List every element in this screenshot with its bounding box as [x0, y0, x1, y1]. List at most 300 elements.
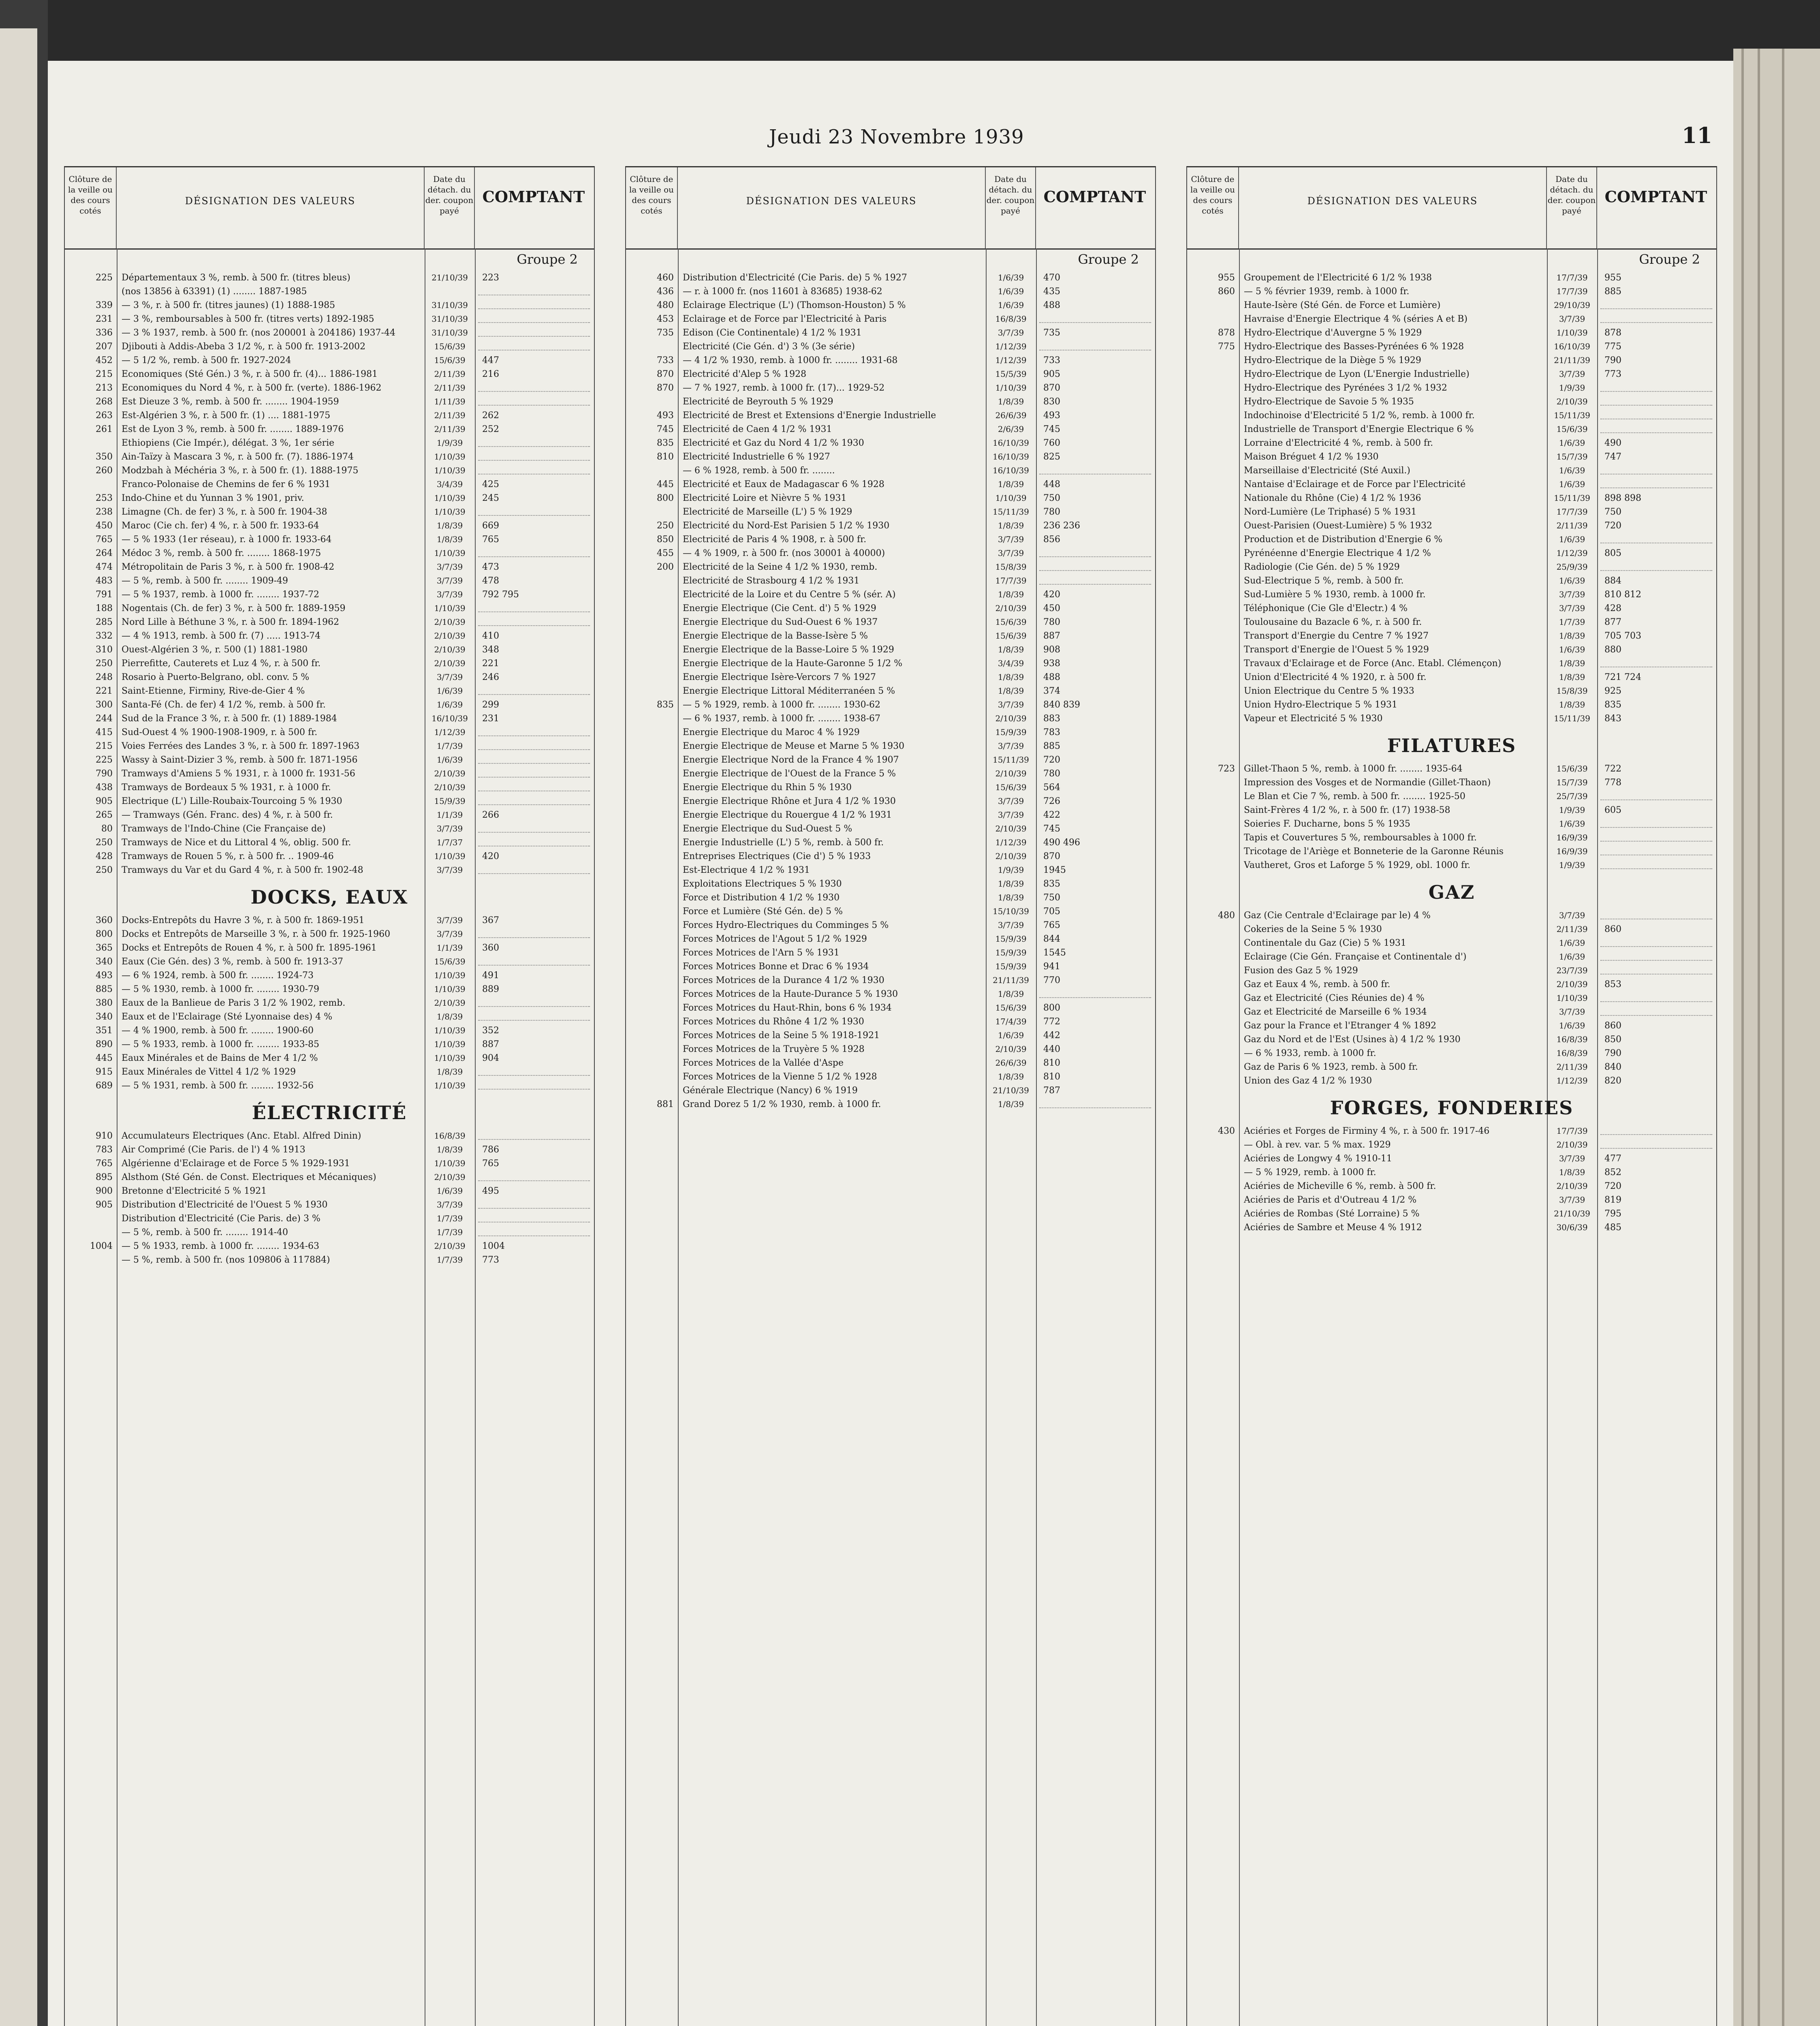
page-date: Jeudi 23 Novembre 1939: [769, 126, 1024, 148]
closing-price: 332: [96, 631, 113, 641]
leader-dots: [1039, 1107, 1151, 1108]
listing-row: [626, 314, 1155, 328]
comptant-price: 772: [1043, 1017, 1060, 1027]
listing-row: [626, 879, 1155, 893]
closing-price: 221: [96, 686, 113, 696]
leader-dots: [1600, 974, 1712, 975]
closing-price: 885: [96, 984, 113, 994]
coupon-date: 17/4/39: [995, 1017, 1027, 1026]
listing-row: [65, 957, 594, 970]
comptant-price: 870: [1043, 383, 1060, 393]
security-designation: Transport d'Energie de l'Ouest 5 % 1929: [1244, 645, 1429, 655]
closing-price: 955: [1218, 273, 1235, 283]
security-designation: Union d'Electricité 4 % 1920, r. à 500 fr.: [1244, 672, 1427, 682]
coupon-date: 15/6/39: [995, 631, 1027, 641]
closing-price: 445: [96, 1053, 113, 1063]
security-designation: Saint-Frères 4 1/2 %, r. à 500 fr. (17) 1938-58: [1244, 805, 1450, 815]
listing-row: [626, 1017, 1155, 1030]
coupon-date: 1/12/39: [995, 838, 1027, 847]
security-designation: Impression des Vosges et de Normandie (Gillet-Thaon): [1244, 778, 1491, 788]
listing-row: [65, 328, 594, 342]
coupon-date: 2/10/39: [995, 769, 1027, 778]
groupe-label: Groupe 2: [517, 252, 578, 267]
newspaper-page: [48, 61, 1733, 2026]
coupon-date: 31/10/39: [432, 328, 468, 338]
comptant-price: 810: [1043, 1058, 1060, 1068]
closing-price: 775: [1218, 342, 1235, 352]
leader-dots: [478, 336, 590, 337]
security-designation: Eaux Minérales et de Bains de Mer 4 1/2 %: [122, 1053, 318, 1063]
coupon-date: 3/7/39: [1559, 910, 1585, 920]
leader-dots: [478, 735, 590, 736]
closing-price: 360: [96, 915, 113, 925]
comptant-price: 850: [1604, 1034, 1621, 1045]
comptant-price: 473: [482, 562, 499, 572]
designation-header: DÉSIGNATION DES VALEURS: [678, 167, 986, 248]
listing-row: [65, 590, 594, 603]
listing-row: [65, 943, 594, 957]
security-designation: Aciéries et Forges de Firminy 4 %, r. à 500 fr. 1917-46: [1244, 1126, 1490, 1136]
listing-row: [1187, 1007, 1716, 1021]
security-designation: Production et de Distribution d'Energie 6 %: [1244, 534, 1443, 545]
leader-dots: [1600, 1148, 1712, 1149]
listing-row: [1187, 833, 1716, 846]
comptant-price: 840: [1604, 1062, 1621, 1072]
listing-row: [1187, 700, 1716, 714]
comptant-price: 422: [1043, 810, 1060, 820]
listing-row: [1187, 686, 1716, 700]
security-designation: Force et Distribution 4 1/2 % 1930: [683, 893, 840, 903]
coupon-date: 3/4/39: [998, 658, 1024, 668]
comptant-price: 835: [1604, 700, 1621, 710]
listing-row: [65, 424, 594, 438]
listing-row: [626, 355, 1155, 369]
listing-row: [1187, 791, 1716, 805]
comptant-price: 820: [1604, 1076, 1621, 1086]
listing-rows: [65, 273, 594, 2026]
leader-dots: [478, 1020, 590, 1021]
coupon-date: 16/8/39: [995, 314, 1027, 324]
closing-price: 225: [96, 273, 113, 283]
coupon-date: 3/7/39: [998, 741, 1024, 751]
comptant-price: 783: [1043, 727, 1060, 737]
coupon-date: 1/10/39: [995, 493, 1027, 503]
security-designation: Nogentais (Ch. de fer) 3 %, r. à 500 fr. 1889-1959: [122, 603, 346, 613]
coupon-date: 1/8/39: [1559, 631, 1585, 641]
coupon-date: 2/10/39: [995, 824, 1027, 833]
comptant-price: 262: [482, 410, 499, 421]
closing-price: 380: [96, 998, 113, 1008]
closing-price: 250: [96, 865, 113, 875]
security-designation: Eaux (Cie Gén. des) 3 %, remb. à 500 fr. 1913-37: [122, 957, 344, 967]
security-designation: Santa-Fé (Ch. de fer) 4 1/2 %, remb. à 500 fr.: [122, 700, 326, 710]
comptant-price: 733: [1043, 355, 1060, 365]
coupon-date: 3/7/39: [436, 672, 463, 682]
comptant-price: 605: [1604, 805, 1621, 815]
listing-row: [65, 273, 594, 286]
closing-price: 215: [96, 741, 113, 751]
security-designation: Forces Motrices de l'Arn 5 % 1931: [683, 948, 840, 958]
closing-price: 483: [96, 576, 113, 586]
listing-row: [1187, 273, 1716, 286]
security-designation: — 5 %, remb. à 500 fr. ........ 1909-49: [122, 576, 288, 586]
coupon-date: 3/7/39: [436, 865, 463, 875]
closing-price: 745: [657, 424, 674, 434]
listing-row: [65, 631, 594, 645]
coupon-date: 1/8/39: [998, 590, 1024, 599]
security-designation: Sud-Ouest 4 % 1900-1908-1909, r. à 500 fr.: [122, 727, 318, 737]
security-designation: Est de Lyon 3 %, remb. à 500 fr. ........ 1889-1976: [122, 424, 344, 434]
coupon-date: 3/7/39: [998, 328, 1024, 338]
security-designation: Forces Motrices du Haut-Rhin, bons 6 % 1934: [683, 1003, 892, 1013]
leader-dots: [478, 1208, 590, 1209]
groupe-label: Groupe 2: [1639, 252, 1700, 267]
coupon-date: 15/6/39: [434, 342, 466, 351]
listing-row: [65, 984, 594, 998]
listing-row: [626, 1072, 1155, 1086]
closing-price: 263: [96, 410, 113, 421]
listing-row: [626, 658, 1155, 672]
comptant-price: 488: [1043, 300, 1060, 310]
leader-dots: [478, 832, 590, 833]
closing-price: 878: [1218, 328, 1235, 338]
closing-price: 689: [96, 1081, 113, 1091]
closing-price: 188: [96, 603, 113, 613]
security-designation: Générale Electrique (Nancy) 6 % 1919: [683, 1086, 858, 1096]
closing-price: 248: [96, 672, 113, 682]
listing-rows: [1187, 273, 1716, 2026]
security-designation: Indochinoise d'Electricité 5 1/2 %, remb. à 1000 fr.: [1244, 410, 1475, 421]
listing-row: [626, 273, 1155, 286]
security-designation: Aciéries de Sambre et Meuse 4 % 1912: [1244, 1222, 1422, 1233]
listing-row: [65, 645, 594, 658]
coupon-date: 15/11/39: [1554, 714, 1590, 723]
security-designation: Eclairage Electrique (L') (Thomson-Houston) 5 %: [683, 300, 906, 310]
listing-row: [626, 672, 1155, 686]
comptant-price: 435: [1043, 286, 1060, 297]
coupon-date: 2/10/39: [434, 998, 466, 1008]
coupon-date: 2/10/39: [1556, 979, 1588, 989]
closing-price: 285: [96, 617, 113, 627]
listing-row: [65, 493, 594, 507]
listing-row: [65, 438, 594, 452]
listing-row: [65, 617, 594, 631]
coupon-date: 16/10/39: [1554, 342, 1590, 351]
listing-row: [1187, 966, 1716, 979]
listing-row: [626, 410, 1155, 424]
listing-row: [1187, 355, 1716, 369]
coupon-date: 1/8/39: [998, 521, 1024, 530]
security-designation: Voies Ferrées des Landes 3 %, r. à 500 fr. 1897-1963: [122, 741, 360, 751]
coupon-date: 15/9/39: [434, 796, 466, 806]
coupon-date: 1/6/39: [998, 286, 1024, 296]
comptant-price: 348: [482, 645, 499, 655]
listing-row: [1187, 1167, 1716, 1181]
comptant-price: 669: [482, 521, 499, 531]
leader-dots: [478, 446, 590, 447]
closing-price: 261: [96, 424, 113, 434]
security-designation: Tramways de l'Indo-Chine (Cie Française de): [122, 824, 326, 834]
listing-row: [1187, 548, 1716, 562]
listing-row: [65, 851, 594, 865]
security-designation: — 4 1/2 % 1930, remb. à 1000 fr. ........ 1931-68: [683, 355, 898, 365]
coupon-date: 2/11/39: [434, 410, 466, 420]
listing-row: [65, 865, 594, 879]
coupon-date: 3/7/39: [436, 824, 463, 833]
security-designation: Energie Electrique de l'Ouest de la France 5 %: [683, 769, 896, 779]
comptant-price: 780: [1043, 617, 1060, 627]
comptant-price: 795: [1604, 1209, 1621, 1219]
comptant-price: 770: [1043, 975, 1060, 985]
listing-row: [626, 865, 1155, 879]
comptant-price: 450: [1043, 603, 1060, 613]
security-designation: Gaz et Eaux 4 %, remb. à 500 fr.: [1244, 979, 1391, 989]
coupon-date: 1/7/39: [436, 741, 463, 751]
comptant-price: 898 898: [1604, 493, 1641, 503]
comptant-price: 885: [1043, 741, 1060, 751]
coupon-date: 2/10/39: [434, 769, 466, 778]
coupon-date: 1/12/39: [1556, 548, 1588, 558]
security-designation: Energie Electrique du Rhin 5 % 1930: [683, 782, 852, 793]
comptant-price: 705 703: [1604, 631, 1641, 641]
security-designation: Sud-Electrique 5 %, remb. à 500 fr.: [1244, 576, 1404, 586]
comptant-price: 908: [1043, 645, 1060, 655]
security-designation: Ouest-Parisien (Ouest-Lumière) 5 % 1932: [1244, 521, 1432, 531]
listing-row: [626, 1058, 1155, 1072]
security-designation: Gaz (Cie Centrale d'Eclairage par le) 4 %: [1244, 910, 1431, 921]
listing-row: [1187, 952, 1716, 966]
leader-dots: [478, 694, 590, 695]
coupon-date: 3/7/39: [436, 562, 463, 572]
listing-column: [1186, 166, 1717, 2026]
comptant-price: 1945: [1043, 865, 1066, 875]
comptant-price: 810 812: [1604, 590, 1641, 600]
security-designation: Médoc 3 %, remb. à 500 fr. ........ 1868-1975: [122, 548, 321, 558]
listing-row: [65, 314, 594, 328]
leader-dots: [478, 308, 590, 309]
section-title: FORGES, FONDERIES: [1330, 1097, 1574, 1119]
leader-dots: [1039, 584, 1151, 585]
comptant-price: 880: [1604, 645, 1621, 655]
coupon-date: 3/7/39: [436, 576, 463, 586]
coupon-date: 1/7/39: [436, 1255, 463, 1265]
closing-price: 895: [96, 1172, 113, 1182]
coupon-date: 1/6/39: [436, 686, 463, 696]
listing-row: [1187, 631, 1716, 645]
security-designation: Hydro-Electrique des Basses-Pyrénées 6 % 1928: [1244, 342, 1464, 352]
security-designation: Gaz du Nord et de l'Est (Usines à) 4 1/2 % 1930: [1244, 1034, 1461, 1045]
coupon-date: 1/12/39: [1556, 1076, 1588, 1086]
comptant-price: 835: [1043, 879, 1060, 889]
security-designation: Ouest-Algérien 3 %, r. 500 (1) 1881-1980: [122, 645, 308, 655]
coupon-date: 15/7/39: [1556, 452, 1588, 462]
comptant-price: 760: [1043, 438, 1060, 448]
listing-row: [65, 1172, 594, 1186]
security-designation: Ain-Taïzy à Mascara 3 %, r. à 500 fr. (7). 1886-1974: [122, 452, 354, 462]
security-designation: Forces Motrices du Rhône 4 1/2 % 1930: [683, 1017, 864, 1027]
listing-column: [625, 166, 1156, 2026]
listing-row: [626, 328, 1155, 342]
comptant-price: 955: [1604, 273, 1621, 283]
comptant-price: 905: [1043, 369, 1060, 379]
coupon-date: 1/8/39: [1559, 700, 1585, 710]
listing-row: [1187, 507, 1716, 521]
listing-row: [626, 810, 1155, 824]
closing-price: 890: [96, 1039, 113, 1049]
security-designation: Hydro-Electrique de Lyon (L'Energie Industrielle): [1244, 369, 1470, 379]
coupon-date: 21/11/39: [993, 975, 1029, 985]
listing-row: [626, 300, 1155, 314]
leader-dots: [478, 625, 590, 626]
listing-row: [626, 369, 1155, 383]
security-designation: Electricité de Caen 4 1/2 % 1931: [683, 424, 832, 434]
coupon-date: 3/7/39: [998, 920, 1024, 930]
coupon-date: 1/8/39: [998, 397, 1024, 406]
coupon-date: 15/8/39: [1556, 686, 1588, 696]
listing-row: [1187, 479, 1716, 493]
security-designation: Gillet-Thaon 5 %, remb. à 1000 fr. ........ 1935-64: [1244, 764, 1463, 774]
security-designation: Toulousaine du Bazacle 6 %, r. à 500 fr.: [1244, 617, 1422, 627]
leader-dots: [1600, 391, 1712, 392]
listing-row: [1187, 369, 1716, 383]
listing-rows: [626, 273, 1155, 2026]
listing-row: [626, 631, 1155, 645]
coupon-date: 1/10/39: [1556, 993, 1588, 1003]
listing-row: [626, 590, 1155, 603]
comptant-price: 721 724: [1604, 672, 1641, 682]
previous-page-edge: [0, 0, 48, 2026]
security-designation: Nantaise d'Eclairage et de Force par l'Electricité: [1244, 479, 1466, 489]
comptant-price: 765: [1043, 920, 1060, 930]
security-designation: Air Comprimé (Cie Paris. de l') 4 % 1913: [122, 1145, 305, 1155]
listing-row: [65, 1012, 594, 1026]
security-designation: — 5 1/2 %, remb. à 500 fr. 1927-2024: [122, 355, 291, 365]
security-designation: — 5 %, remb. à 500 fr. (nos 109806 à 117884): [122, 1255, 330, 1265]
coupon-date: 3/7/39: [1559, 314, 1585, 324]
closing-price: 455: [657, 548, 674, 558]
security-designation: Electricité Industrielle 6 % 1927: [683, 452, 830, 462]
comptant-header: COMPTANT: [482, 188, 585, 206]
security-designation: Aciéries de Longwy 4 % 1910-11: [1244, 1154, 1392, 1164]
security-designation: Electricité du Nord-Est Parisien 5 1/2 % 1930: [683, 521, 890, 531]
listing-row: [626, 686, 1155, 700]
security-designation: Pierrefitte, Cauterets et Luz 4 %, r. à 500 fr.: [122, 658, 321, 669]
security-designation: Algérienne d'Eclairage et de Force 5 % 1929-1931: [122, 1158, 350, 1169]
comptant-price: 299: [482, 700, 499, 710]
security-designation: Energie Electrique Nord de la France 4 % 1907: [683, 755, 899, 765]
listing-row: [1187, 534, 1716, 548]
coupon-date: 2/10/39: [1556, 1181, 1588, 1191]
security-designation: Distribution d'Electricité de l'Ouest 5 % 1930: [122, 1200, 328, 1210]
leader-dots: [1600, 1001, 1712, 1002]
security-designation: Nord Lille à Béthune 3 %, r. à 500 fr. 1894-1962: [122, 617, 340, 627]
listing-row: [1187, 452, 1716, 466]
security-designation: Tramways de Bordeaux 5 % 1931, r. à 1000 fr.: [122, 782, 331, 793]
coupon-date: 1/8/39: [1559, 672, 1585, 682]
coupon-date: 17/7/39: [1556, 286, 1588, 296]
security-designation: Energie Electrique de Meuse et Marne 5 % 1930: [683, 741, 905, 751]
listing-row: [1187, 1140, 1716, 1154]
listing-row: [626, 1044, 1155, 1058]
comptant-price: 765: [482, 1158, 499, 1169]
coupon-date: 1/6/39: [1559, 438, 1585, 448]
listing-row: [65, 576, 594, 590]
coupon-date: 15/6/39: [434, 957, 466, 966]
security-designation: Force et Lumière (Sté Gén. de) 5 %: [683, 906, 843, 917]
listing-row: [65, 998, 594, 1012]
coupon-date: 1/8/39: [1559, 658, 1585, 668]
coupon-date: 31/10/39: [432, 314, 468, 324]
coupon-date: 1/1/39: [436, 943, 463, 953]
comptant-price: 878: [1604, 328, 1621, 338]
comptant-price: 231: [482, 714, 499, 724]
security-designation: Industrielle de Transport d'Energie Electrique 6 %: [1244, 424, 1474, 434]
comptant-price: 493: [1043, 410, 1060, 421]
security-designation: — 4 % 1900, remb. à 500 fr. ........ 1900-60: [122, 1026, 314, 1036]
listing-row: [626, 452, 1155, 466]
listing-row: [626, 397, 1155, 410]
comptant-price: 887: [482, 1039, 499, 1049]
security-designation: Tricotage de l'Ariège et Bonneterie de la Garonne Réunis: [1244, 846, 1504, 857]
security-designation: Forces Motrices de la Vienne 5 1/2 % 1928: [683, 1072, 877, 1082]
leader-dots: [478, 804, 590, 805]
security-designation: — 5 % 1930, remb. à 1000 fr. ........ 1930-79: [122, 984, 319, 994]
listing-row: [65, 672, 594, 686]
listing-row: [65, 1145, 594, 1158]
comptant-price: 266: [482, 810, 499, 820]
closing-price: 480: [657, 300, 674, 310]
closing-price: 207: [96, 342, 113, 352]
leader-dots: [478, 460, 590, 461]
comptant-price: 420: [1043, 590, 1060, 600]
coupon-date: 15/6/39: [995, 1003, 1027, 1013]
security-designation: Electricité de la Seine 4 1/2 % 1930, remb.: [683, 562, 878, 572]
coupon-date: 1/9/39: [998, 865, 1024, 875]
coupon-date: 1/8/39: [998, 686, 1024, 696]
cloture-header: Clôture de la veille ou des cours cotés: [65, 167, 117, 248]
security-designation: Accumulateurs Électriques (Anc. Etabl. Alfred Dinin): [122, 1131, 361, 1141]
coupon-date: 15/6/39: [1556, 424, 1588, 434]
listing-row: [1187, 910, 1716, 924]
closing-price: 253: [96, 493, 113, 503]
coupon-date: 1/9/39: [1559, 805, 1585, 815]
listing-row: [1187, 924, 1716, 938]
coupon-date: 1/6/39: [436, 700, 463, 710]
coupon-date: 16/8/39: [1556, 1034, 1588, 1044]
comptant-price: 223: [482, 273, 499, 283]
coupon-date: 1/10/39: [434, 452, 466, 462]
coupon-date: 1/10/39: [434, 507, 466, 517]
date-header: Date du détach. du der. coupon payé: [986, 167, 1036, 248]
coupon-date: 1/6/39: [1559, 938, 1585, 948]
security-designation: Est Dieuze 3 %, remb. à 500 fr. ........ 1904-1959: [122, 397, 339, 407]
comptant-price: 488: [1043, 672, 1060, 682]
security-designation: — 3 %, r. à 500 fr. (titres jaunes) (1) 1888-1985: [122, 300, 335, 310]
coupon-date: 15/6/39: [434, 355, 466, 365]
comptant-price: 856: [1043, 534, 1060, 545]
security-designation: Gaz et Electricité de Marseille 6 % 1934: [1244, 1007, 1427, 1017]
closing-price: 244: [96, 714, 113, 724]
security-designation: — r. à 1000 fr. (nos 11601 à 83685) 1938-62: [683, 286, 882, 297]
listing-row: [65, 521, 594, 534]
coupon-date: 1/6/39: [1559, 645, 1585, 654]
listing-row: [1187, 617, 1716, 631]
comptant-price: 245: [482, 493, 499, 503]
security-designation: Hydro-Electrique de la Diège 5 % 1929: [1244, 355, 1421, 365]
security-designation: Continentale du Gaz (Cie) 5 % 1931: [1244, 938, 1406, 948]
security-designation: Docks et Entrepôts de Marseille 3 %, r. à 500 fr. 1925-1960: [122, 929, 391, 939]
security-designation: Electricité de Strasbourg 4 1/2 % 1931: [683, 576, 860, 586]
